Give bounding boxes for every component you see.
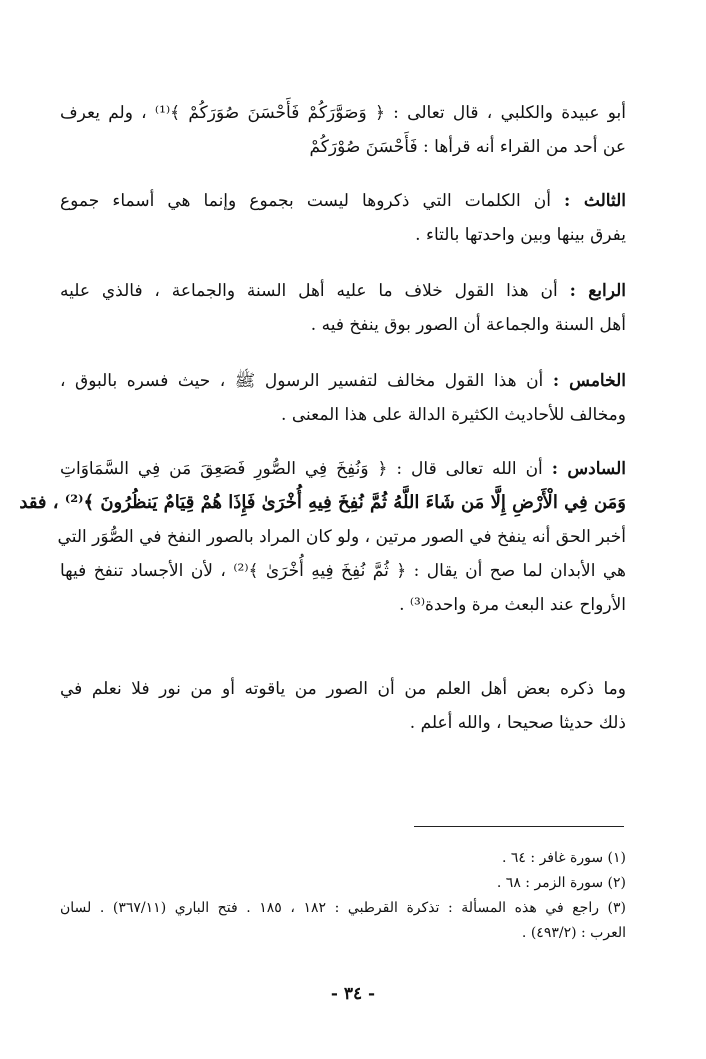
text-run: أن هذا القول خلاف ما عليه أهل السنة والجماعة ، فالذي عليه — [60, 281, 570, 301]
paragraph-intro — [60, 96, 626, 164]
text-line: يفرق بينها وبين واحدتها بالتاء . — [415, 225, 626, 245]
text-line: عن أحد من القراء أنه قرأها : فَأَحْسَنَ صُوْرَكُمْ — [309, 137, 626, 157]
text-line: أخبر الحق أنه ينفخ في الصور مرتين ، ولو كان المراد بالصور النفخ في الصُّوَر التي — [57, 527, 626, 547]
paragraph-third — [60, 184, 626, 252]
footnote-item: (٢) سورة الزمر : ٦٨ . — [496, 875, 626, 891]
paragraph-lead: الرابع : — [569, 281, 626, 301]
footnote-divider — [414, 826, 624, 827]
paragraph-lead: الثالث : — [564, 191, 626, 211]
paragraph-lead: الخامس : — [552, 371, 626, 391]
text-run: أن الكلمات التي ذكروها ليست بجموع وإنما هي أسماء جموع — [60, 191, 565, 211]
text-line: وما ذكره بعض أهل العلم من أن الصور من ياقوته أو من نور فلا نعلم في — [60, 679, 626, 699]
text-line — [60, 364, 626, 398]
text-run: أن الله تعالى قال : ﴿ وَنُفِخَ فِي الصُّورِ فَصَعِقَ مَن فِي السَّمَاوَاتِ — [60, 459, 552, 479]
paragraph-fifth — [60, 364, 626, 432]
paragraph-fourth — [60, 274, 626, 342]
paragraph-sixth — [19, 452, 627, 622]
page-number: - ٣٤ - — [330, 984, 376, 1004]
footnote-item-continuation: العرب : (٤٩٣/٢) . — [521, 925, 626, 941]
paragraph-closing — [60, 672, 626, 740]
text-line — [60, 452, 626, 486]
text-line — [60, 184, 626, 218]
text-line: أهل السنة والجماعة أن الصور بوق ينفخ فيه . — [310, 315, 626, 335]
text-line: الأرواح عند البعث مرة واحدة⁽³⁾ . — [399, 595, 626, 615]
text-line: هي الأبدان لما صح أن يقال : ﴿ ثُمَّ نُفِخَ فِيهِ أُخْرَىٰ ﴾⁽²⁾ ، لأن الأجساد تنفخ فيها — [60, 561, 627, 581]
text-line: ذلك حديثا صحيحا ، والله أعلم . — [409, 713, 626, 733]
footnotes — [60, 846, 626, 946]
footnote-item: (١) سورة غافر : ٦٤ . — [502, 850, 626, 866]
text-line: ومخالف للأحاديث الكثيرة الدالة على هذا المعنى . — [281, 405, 626, 425]
text-line — [60, 274, 626, 308]
text-line: أبو عبيدة والكلبي ، قال تعالى : ﴿ وَصَوَّرَكُمْ فَأَحْسَنَ صُوَرَكُمْ ﴾⁽¹⁾ ، ولم يعرف — [60, 103, 626, 123]
footnote-item: (٣) راجع في هذه المسألة : تذكرة القرطبي : ١٨٢ ، ١٨٥ . فتح الباري (٣٦٧/١١) . لسان — [60, 900, 627, 916]
paragraph-lead: السادس : — [551, 459, 627, 479]
text-run: أن هذا القول مخالف لتفسير الرسول ﷺ ، حيث فسره بالبوق ، — [60, 371, 553, 391]
quran-verse-line: وَمَن فِي الْأَرْضِ إِلَّا مَن شَاءَ اللَّهُ ثُمَّ نُفِخَ فِيهِ أُخْرَىٰ فَإِذَا هُمْ قِيَامٌ يَنظُرُونَ ﴾⁽²⁾ ، فقد — [19, 492, 626, 513]
